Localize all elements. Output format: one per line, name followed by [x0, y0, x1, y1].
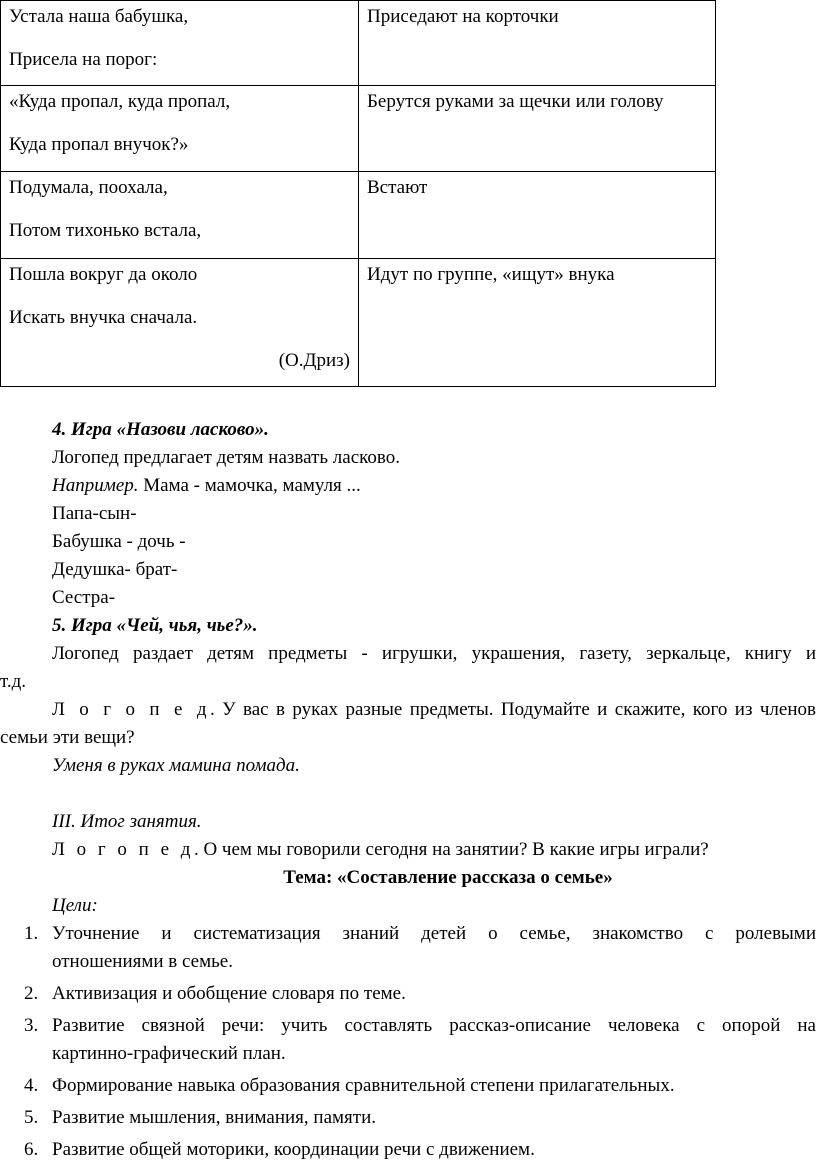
- poem-line: Потом тихонько встала,: [9, 220, 202, 242]
- list-number: 6.: [24, 1139, 39, 1160]
- list-number: 3.: [24, 1015, 39, 1036]
- poem-cell: [1, 258, 359, 386]
- speaker-text: . У вас в руках разные предметы. Подумайте и скажите, кого из членов: [209, 699, 816, 720]
- goal-text-cont: отношениями в семье.: [52, 951, 233, 972]
- list-item: [0, 980, 816, 1008]
- poem-table: [0, 0, 716, 387]
- goals-label: Цели:: [52, 895, 98, 916]
- lesson-content: [0, 416, 816, 1168]
- action-cell: [359, 86, 716, 172]
- list-number: 2.: [24, 983, 39, 1004]
- list-number: 4.: [24, 1075, 39, 1096]
- poem-line: Устала наша бабушка,: [9, 6, 189, 27]
- poem-line: Куда пропал внучок?»: [9, 134, 189, 156]
- poem-line: Подумала, поохала,: [9, 177, 168, 199]
- summary-heading: III. Итог занятия.: [52, 811, 202, 832]
- poem-line: Искать внучка сначала.: [9, 306, 198, 328]
- action-cell: [359, 258, 716, 386]
- poem-cell: [1, 172, 359, 258]
- action-cell: [359, 172, 716, 258]
- goal-text: Развитие общей моторики, координации речи с движением.: [52, 1139, 535, 1160]
- speaker-label: Л о г о п е д: [52, 699, 210, 720]
- table-row: [1, 1, 716, 86]
- list-item: [0, 920, 816, 976]
- list-item: [0, 1072, 816, 1100]
- list-item: [0, 1012, 816, 1068]
- topic-title: Тема: «Составление рассказа о семье»: [283, 867, 613, 888]
- speaker-text: . О чем мы говорили сегодня на занятии? В какие игры играли?: [193, 839, 709, 860]
- action-text: Берутся руками за щечки или голову: [367, 91, 664, 113]
- poem-author: (О.Дриз): [278, 349, 350, 371]
- game5-para1: Логопед раздает детям предметы - игрушки, украшения, газету, зеркальце, книгу и: [52, 643, 816, 664]
- poem-line: Пошла вокруг да около: [9, 263, 198, 285]
- list-number: 1.: [24, 923, 39, 944]
- poem-cell: [1, 86, 359, 172]
- game4-heading: 4. Игра «Назови ласково».: [52, 419, 269, 440]
- goal-text: Развитие связной речи: учить составлять рассказ-описание человека с опорой на: [52, 1015, 816, 1036]
- list-item: [0, 1104, 816, 1132]
- goal-text-cont: картинно-графический план.: [52, 1043, 286, 1064]
- goals-list: [0, 920, 816, 1164]
- game5-heading: 5. Игра «Чей, чья, чье?».: [52, 615, 258, 636]
- example-text: Мама - мамочка, мамуля ...: [138, 475, 361, 496]
- action-text: Идут по группе, «ищут» внука: [367, 263, 615, 285]
- game4-item: Бабушка - дочь -: [52, 531, 186, 552]
- game5-para2-cont: семьи эти вещи?: [0, 727, 135, 748]
- poem-line: «Куда пропал, куда пропал,: [9, 91, 231, 113]
- goal-text: Уточнение и систематизация знаний детей о семье, знакомство с ролевыми: [52, 923, 816, 944]
- action-cell: [359, 1, 716, 86]
- list-number: 5.: [24, 1107, 39, 1128]
- game4-item: Папа-сын-: [52, 503, 137, 524]
- game5-answer: Уменя в руках мамина помада.: [52, 755, 300, 776]
- list-item: [0, 1136, 816, 1164]
- game4-item: Сестра-: [52, 587, 116, 608]
- goal-text: Развитие мышления, внимания, памяти.: [52, 1107, 377, 1128]
- action-text: Приседают на корточки: [367, 6, 559, 27]
- goal-text: Формирование навыка образования сравнительной степени прилагательных.: [52, 1075, 675, 1096]
- speaker-label: Л о г о п е д: [52, 839, 194, 860]
- poem-cell: [1, 1, 359, 86]
- game4-example: [0, 472, 816, 500]
- goal-text: Активизация и обобщение словаря по теме.: [52, 983, 406, 1004]
- table-row: [1, 258, 716, 386]
- game4-intro: Логопед предлагает детям назвать ласково.: [52, 447, 401, 468]
- poem-line: Присела на порог:: [9, 49, 158, 70]
- game4-item: Дедушка- брат-: [52, 559, 178, 580]
- game5-para1-cont: т.д.: [0, 671, 27, 692]
- example-label: Например.: [52, 475, 139, 496]
- summary-text: [0, 836, 816, 864]
- game5-para2: [0, 696, 816, 724]
- table-row: [1, 86, 716, 172]
- action-text: Встают: [367, 177, 428, 199]
- table-row: [1, 172, 716, 258]
